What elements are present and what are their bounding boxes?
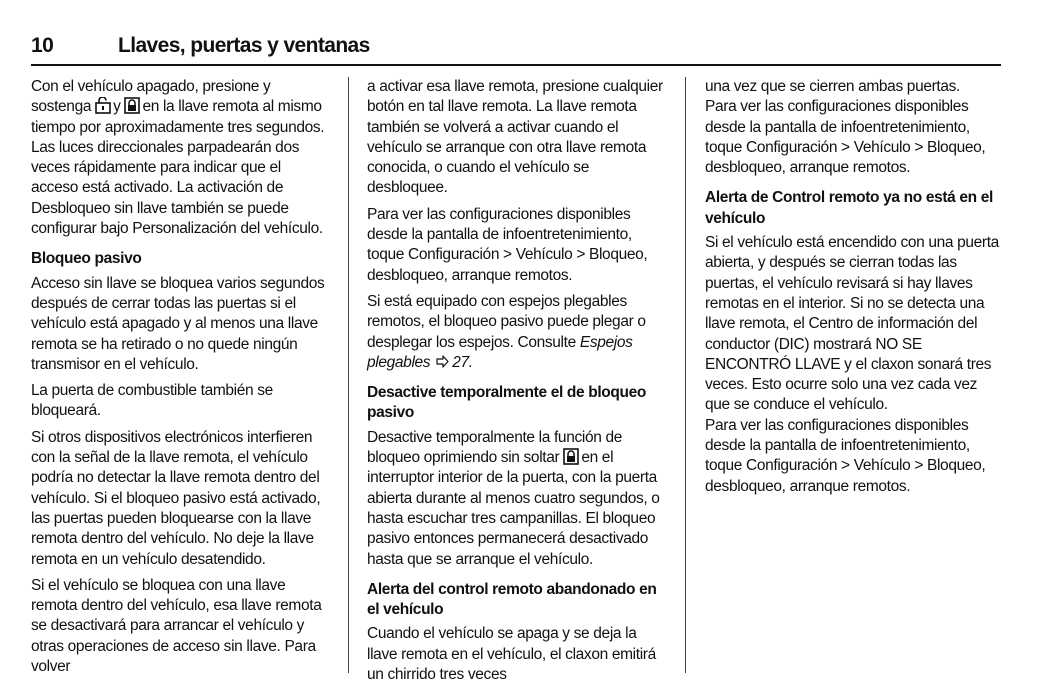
section-heading: Alerta de Control remoto ya no está en el vehículo	[705, 189, 993, 227]
section-heading: Alerta del control remoto abandonado en el vehículo	[367, 580, 657, 619]
paragraph: Si otros dispositivos electrónicos interfieren con la señal de la llave remota, el vehículo podría no detectar la llave remota dentro del vehículo. Si el bloqueo pasivo está activado, las puertas pueden bloquearse con la llave remota dentro del vehículo. No deje la llave remota en un vehículo desatendido.	[31, 428, 321, 568]
paragraph: La puerta de combustible también se bloqueará.	[31, 382, 273, 420]
paragraph: Para ver las configuraciones disponibles desde la pantalla de infoentretenimiento, toque Configuración > Vehículo > Bloqueo, desbloqueo, arranque remotos.	[705, 98, 986, 177]
column-2	[367, 77, 667, 684]
paragraph: a activar esa llave remota, presione cualquier botón en tal llave remota. La llave remota también se volverá a activar cuando el vehículo se arranque con otra llave remota conocida, o cuando el vehículo se desbloquee.	[367, 78, 663, 197]
paragraph: una vez que se cierren ambas puertas.	[705, 78, 961, 95]
paragraph: Si el vehículo está encendido con una puerta abierta, y después se cierran todas las puertas, el vehículo revisará si hay llaves remotas en el interior. Si no se detecta una llave remota, el Centro de información del conductor (DIC) mostrará NO SE ENCONTRÓ LLAVE y el claxon sonará tres veces. Esto ocurre solo una vez cada vez que se conduce el vehículo.	[705, 234, 999, 414]
lock-icon	[124, 97, 140, 114]
paragraph: Desactive temporalmente la función de bloqueo oprimiendo sin soltar en el interruptor interior de la puerta, con la puerta abierta durante al menos cuatro segundos, o hasta escuchar tres campanillas. El bloqueo pasivo entonces permanecerá desactivado hasta que se arranque el vehículo.	[367, 428, 660, 568]
paragraph: Acceso sin llave se bloquea varios segundos después de cerrar todas las puertas si el vehículo está apagado y al menos una llave remota se ha retirado o no quede ningún transmisor en el vehículo.	[31, 274, 325, 373]
page-title: Llaves, puertas y ventanas	[118, 34, 370, 57]
page-reference-arrow-icon	[436, 355, 449, 368]
lock-icon	[563, 448, 579, 465]
paragraph: Con el vehículo apagado, presione y sostenga y en la llave remota al mismo tiempo por aproximadamente tres segundos. Las luces direccionales parpadearán dos veces rápidamente para indicar que el acceso está activado. La activación de Desbloqueo sin llave también se puede configurar bajo Personalización del vehículo.	[31, 78, 325, 238]
page-header	[31, 30, 1001, 66]
paragraph: Cuando el vehículo se apaga y se deja la llave remota en el vehículo, el claxon emitirá un chirrido tres veces	[367, 625, 656, 684]
paragraph: Para ver las configuraciones disponibles desde la pantalla de infoentretenimiento, toque Configuración > Vehículo > Bloqueo, desbloqueo, arranque remotos.	[367, 205, 648, 284]
paragraph: Si el vehículo se bloquea con una llave remota dentro del vehículo, esa llave remota se desactivará para arrancar el vehículo y otras operaciones de acceso sin llave. Para volver	[31, 576, 322, 676]
section-heading: Bloqueo pasivo	[31, 250, 142, 268]
page-reference: 27.	[452, 353, 473, 371]
section-heading: Desactive temporalmente el de bloqueo pasivo	[367, 384, 647, 422]
column-divider	[348, 77, 349, 673]
unlock-icon	[95, 97, 111, 114]
column-1	[31, 77, 331, 677]
paragraph: Si está equipado con espejos plegables remotos, el bloqueo pasivo puede plegar o desplegar los espejos. Consulte Espejos plegables 27.	[367, 292, 646, 371]
page-number: 10	[31, 34, 54, 57]
column-divider	[685, 77, 686, 673]
column-3	[705, 77, 1005, 677]
cross-reference-link[interactable]: Espejos plegables	[367, 333, 633, 371]
paragraph: Para ver las configuraciones disponibles desde la pantalla de infoentretenimiento, toque Configuración > Vehículo > Bloqueo, desbloqueo, arranque remotos.	[705, 416, 986, 495]
